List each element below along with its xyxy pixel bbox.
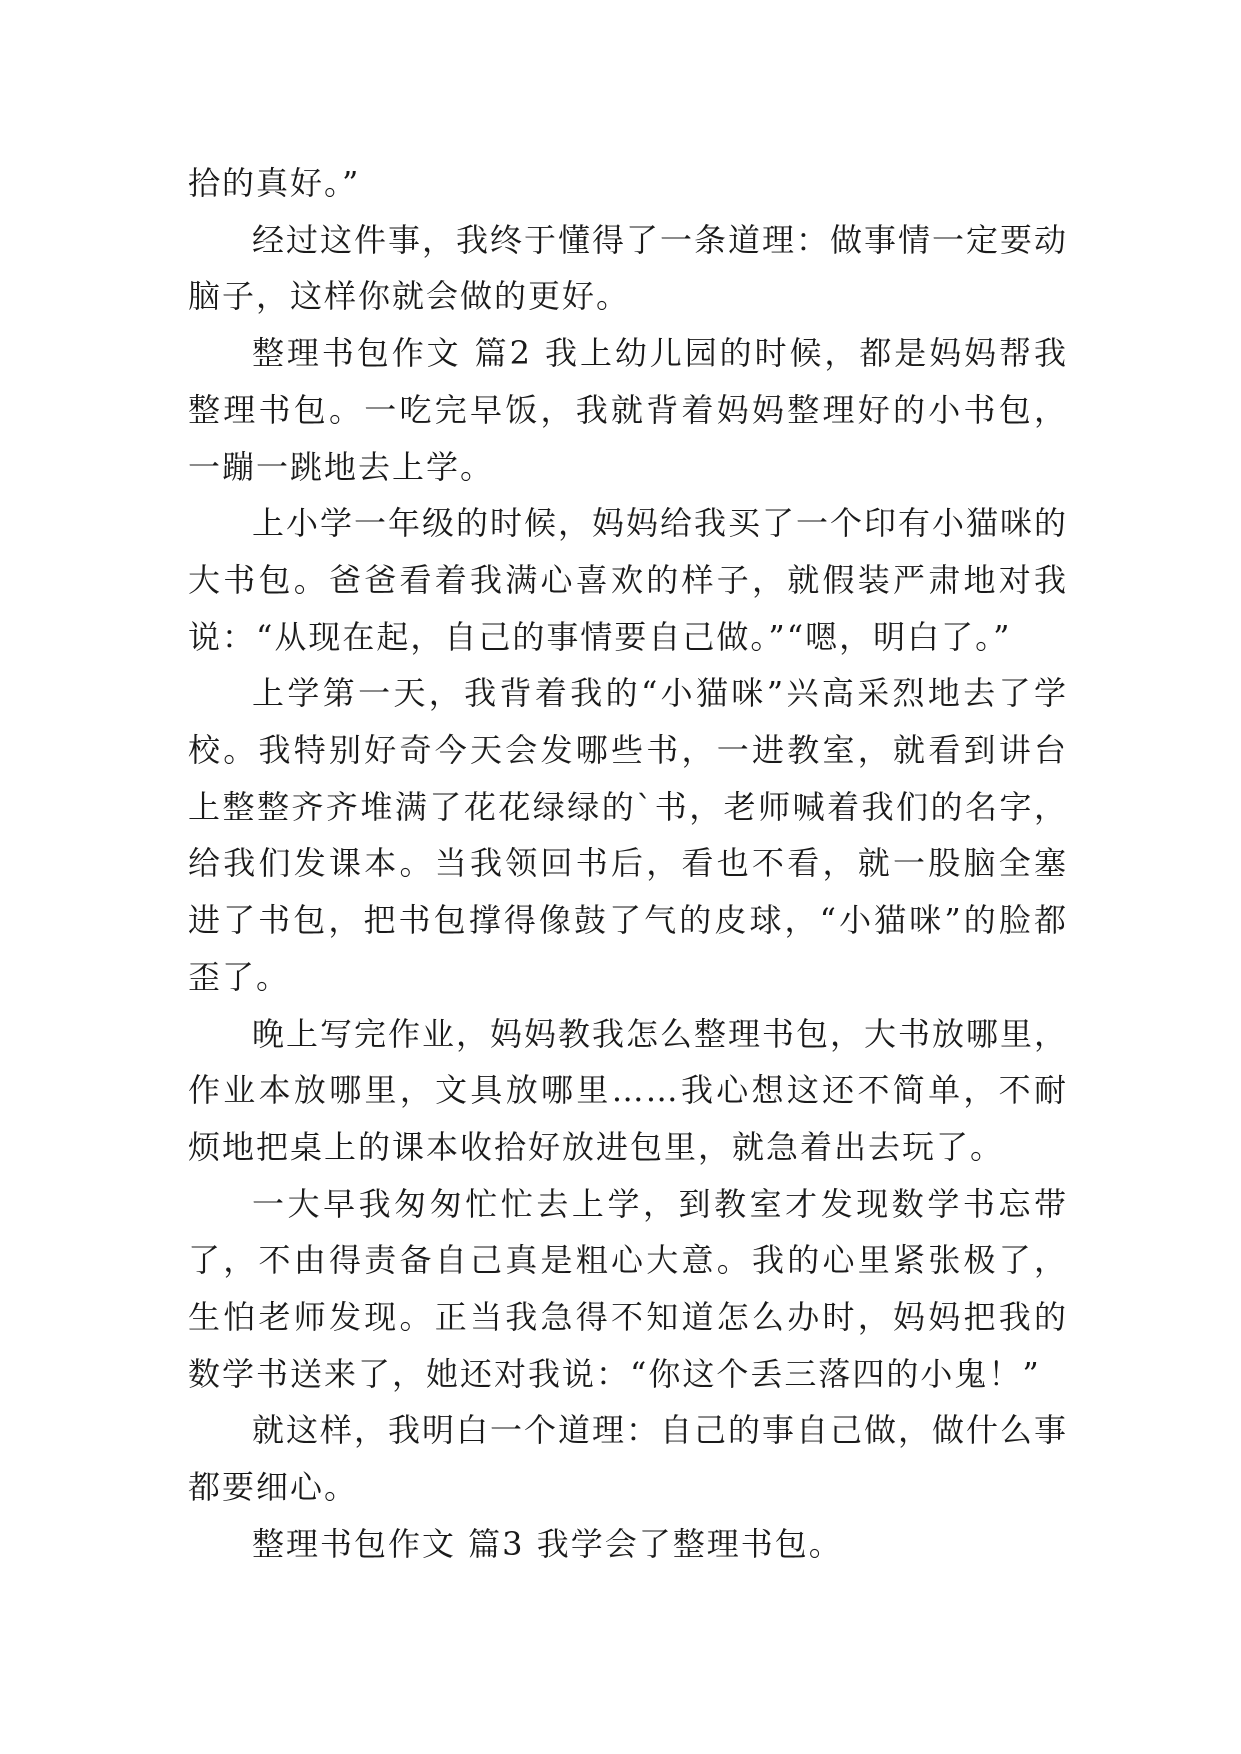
paragraph-3-heading-2: 整理书包作文 篇2 我上幼儿园的时候，都是妈妈帮我整理书包。一吃完早饭，我就背着妈妈整理好的小书包，一蹦一跳地去上学。 xyxy=(188,334,1068,486)
paragraph-4: 上小学一年级的时候，妈妈给我买了一个印有小猫咪的大书包。爸爸看着我满心喜欢的样子，就假装严肃地对我说：“从现在起，自己的事情要自己做。”“嗯，明白了。” xyxy=(188,504,1069,656)
paragraph-7: 一大早我匆匆忙忙去上学，到教室才发现数学书忘带了，不由得责备自己真是粗心大意。我的心里紧张极了，生怕老师发现。正当我急得不知道怎么办时，妈妈把我的数学书送来了，她还对我说：“你这个丢三落四的小鬼！” xyxy=(188,1184,1068,1393)
paragraph-9-heading-3: 整理书包作文 篇3 我学会了整理书包。 xyxy=(252,1524,843,1563)
essay-body xyxy=(188,155,1068,1573)
paragraph-2: 经过这件事，我终于懂得了一条道理：做事情一定要动脑子，这样你就会做的更好。 xyxy=(188,220,1069,316)
paragraph-5: 上学第一天，我背着我的“小猫咪”兴高采烈地去了学校。我特别好奇今天会发哪些书，一进教室，就看到讲台上整整齐齐堆满了花花绿绿的`书，老师喊着我们的名字，给我们发课本。当我领回书后，看也不看，就一股脑全塞进了书包，把书包撑得像鼓了气的皮球，“小猫咪”的脸都歪了。 xyxy=(188,674,1068,996)
paragraph-8: 就这样，我明白一个道理：自己的事自己做，做什么事都要细心。 xyxy=(188,1411,1069,1507)
paragraph-6: 晚上写完作业，妈妈教我怎么整理书包，大书放哪里，作业本放哪里，文具放哪里……我心想这还不简单，不耐烦地把桌上的课本收拾好放进包里，就急着出去玩了。 xyxy=(188,1014,1069,1166)
paragraph-1: 拾的真好。” xyxy=(188,164,361,202)
